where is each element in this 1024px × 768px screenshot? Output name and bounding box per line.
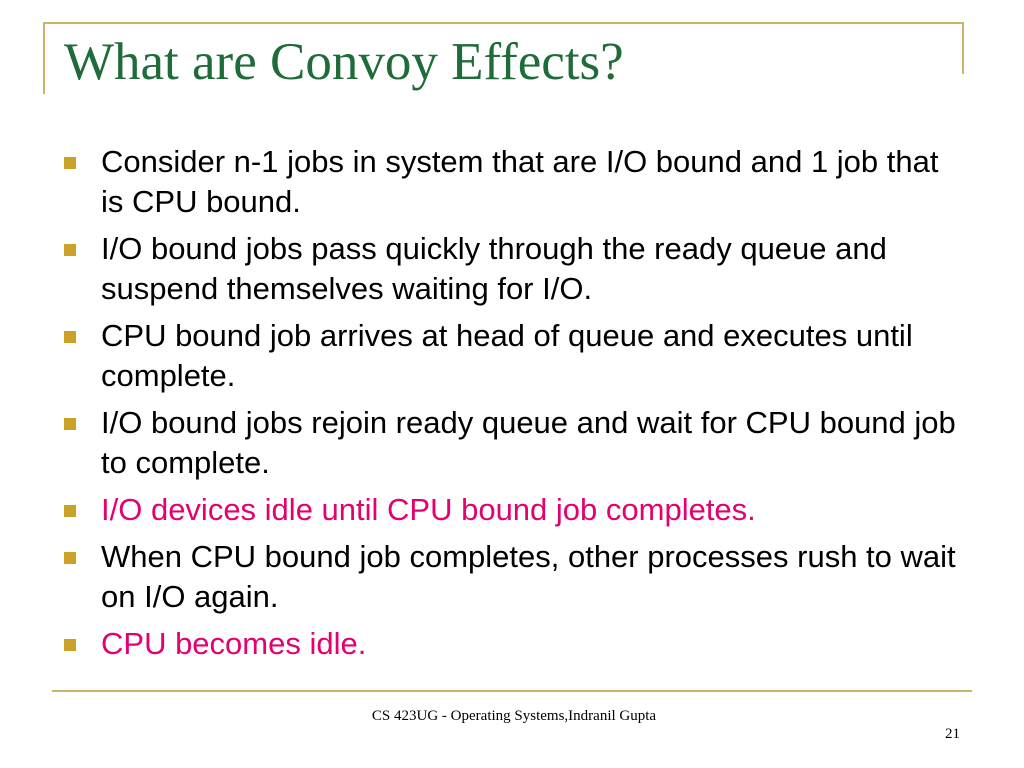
square-bullet-icon xyxy=(64,418,76,430)
bullet-item xyxy=(60,316,960,396)
bullet-text: CPU bound job arrives at head of queue and executes until complete. xyxy=(101,318,913,393)
square-bullet-icon xyxy=(64,157,76,169)
bullet-item xyxy=(60,537,960,617)
footer-course-label: CS 423UG - Operating Systems,Indranil Gupta xyxy=(371,708,657,724)
bullet-text: I/O devices idle until CPU bound job completes. xyxy=(101,492,756,527)
bullet-text: I/O bound jobs pass quickly through the ready queue and suspend themselves waiting for I/O. xyxy=(101,231,887,306)
frame-left-line xyxy=(43,22,45,94)
frame-right-line xyxy=(962,22,964,74)
bullet-text: I/O bound jobs rejoin ready queue and wait for CPU bound job to complete. xyxy=(101,405,956,480)
slide-title: What are Convoy Effects? xyxy=(64,33,624,91)
square-bullet-icon xyxy=(64,552,76,564)
footer-divider xyxy=(52,690,972,692)
bullet-text: Consider n-1 jobs in system that are I/O bound and 1 job that is CPU bound. xyxy=(101,144,939,219)
square-bullet-icon xyxy=(64,244,76,256)
bullet-item xyxy=(60,142,960,222)
square-bullet-icon xyxy=(64,505,76,517)
bullet-item xyxy=(60,403,960,483)
bullet-text: CPU becomes idle. xyxy=(101,626,367,661)
bullet-item xyxy=(60,624,960,664)
bullet-item xyxy=(60,490,960,530)
page-number: 21 xyxy=(945,726,960,742)
bullet-list xyxy=(60,142,960,671)
square-bullet-icon xyxy=(64,331,76,343)
frame-top-line xyxy=(43,22,963,24)
bullet-item xyxy=(60,229,960,309)
bullet-text: When CPU bound job completes, other processes rush to wait on I/O again. xyxy=(101,539,956,614)
square-bullet-icon xyxy=(64,639,76,651)
